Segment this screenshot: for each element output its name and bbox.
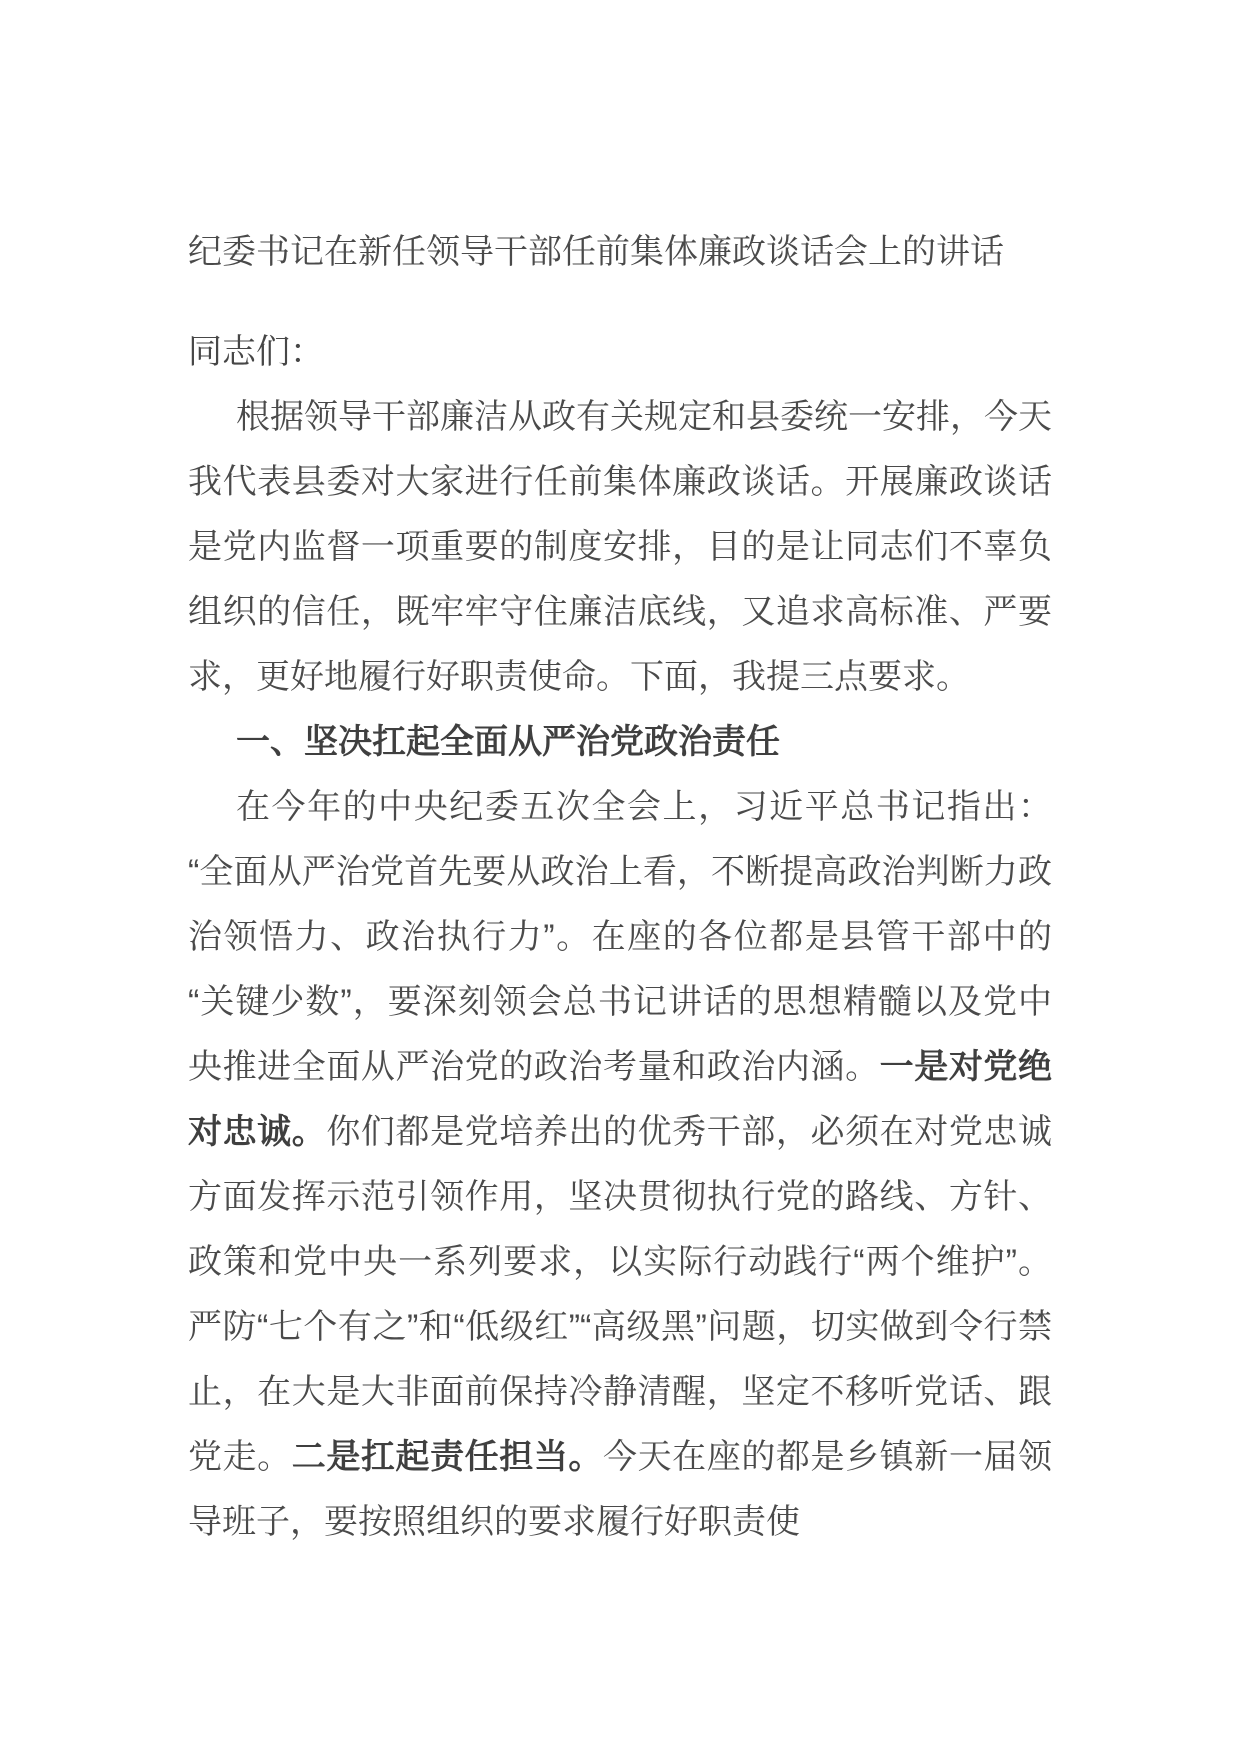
text-run: 你们都是党培养出的优秀干部，必须在对党忠诚方面发挥示范引领作用，坚决贯彻执行党的路线、方针、政策和党中央一系列要求，以实际行动践行“两个维护”。严防“七个有之”和“低级红”“高级黑”问题，切实做到令行禁止，在大是大非面前保持冷静清醒，坚定不移听党话、跟党走。 <box>188 1113 1053 1476</box>
bold-text-run: 一是对党绝对忠诚。 <box>188 1048 1053 1151</box>
text-run: 根据领导干部廉洁从政有关规定和县委统一安排，今天我代表县委对大家进行任前集体廉政谈话。开展廉政谈话是党内监督一项重要的制度安排，目的是让同志们不辜负组织的信任，既牢牢守住廉洁底线，又追求高标准、严要求，更好地履行好职责使命。下面，我提三点要求。 <box>188 398 1052 696</box>
body-paragraph <box>188 385 1052 710</box>
bold-text-run: 一、坚决扛起全面从严治党政治责任 <box>236 723 780 761</box>
document-title: 纪委书记在新任领导干部任前集体廉政谈话会上的讲话 <box>188 233 1004 271</box>
body-paragraph <box>188 775 1052 1555</box>
section-heading <box>188 710 1052 775</box>
text-run: 在今年的中央纪委五次全会上，习近平总书记指出：“全面从严治党首先要从政治上看，不断提高政治判断力政治领悟力、政治执行力”。在座的各位都是县管干部中的“关键少数”，要深刻领会总书记讲话的思想精髓以及党中央推进全面从严治党的政治考量和政治内涵。 <box>188 788 1052 1086</box>
document-body <box>188 385 1052 1555</box>
bold-text-run: 二是扛起责任担当。 <box>291 1438 603 1476</box>
text-run: 今天在座的都是乡镇新一届领导班子，要按照组织的要求履行好职责使 <box>188 1438 1052 1541</box>
greeting-line: 同志们： <box>188 333 324 371</box>
